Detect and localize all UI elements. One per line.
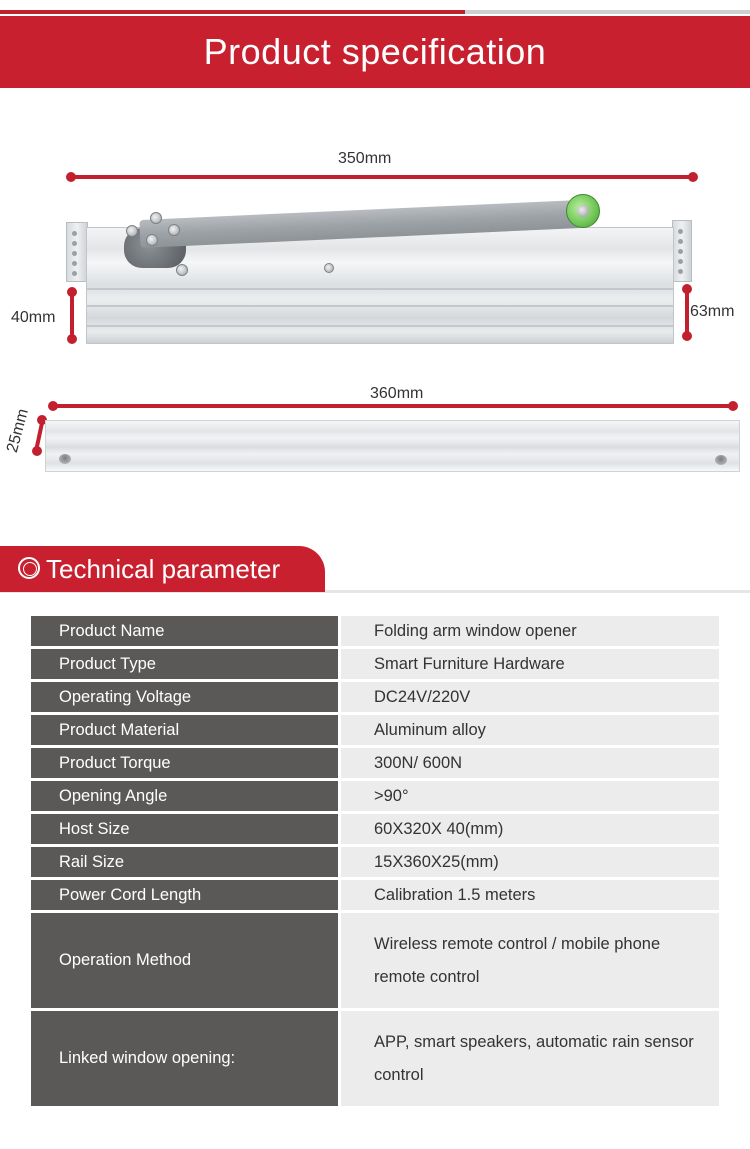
table-row <box>31 682 719 712</box>
table-row <box>31 880 719 910</box>
param-value: Aluminum alloy <box>341 715 719 745</box>
top-gray-line <box>465 10 750 14</box>
table-row <box>31 715 719 745</box>
body-groove <box>86 325 674 327</box>
table-row <box>31 748 719 778</box>
dimension-dot <box>66 172 76 182</box>
dimension-line-opener-length <box>70 175 695 179</box>
param-value: Wireless remote control / mobile phone remote control <box>341 913 719 1008</box>
table-row <box>31 616 719 646</box>
table-row <box>31 649 719 679</box>
param-value: 15X360X25(mm) <box>341 847 719 877</box>
dimension-line-rail-length <box>52 404 734 408</box>
param-value: APP, smart speakers, automatic rain sensor control <box>341 1011 719 1106</box>
header-banner <box>0 16 750 88</box>
param-label: Operating Voltage <box>31 682 338 712</box>
param-value: Smart Furniture Hardware <box>341 649 719 679</box>
param-value: 300N/ 600N <box>341 748 719 778</box>
left-mounting-bracket <box>66 222 88 282</box>
dimension-line-height-right <box>685 287 689 337</box>
dimension-dot <box>682 331 692 341</box>
param-value: 60X320X 40(mm) <box>341 814 719 844</box>
screw <box>146 234 158 246</box>
dimension-height-right: 63mm <box>690 303 735 320</box>
param-label: Power Cord Length <box>31 880 338 910</box>
param-label: Product Material <box>31 715 338 745</box>
parameter-table <box>31 616 719 1109</box>
dimension-rail-length: 360mm <box>370 385 424 402</box>
body-groove <box>86 305 674 307</box>
param-label: Host Size <box>31 814 338 844</box>
screw <box>324 263 334 273</box>
table-row <box>31 814 719 844</box>
section-title: Technical parameter <box>46 554 281 584</box>
circle-icon <box>18 557 40 579</box>
param-label: Operation Method <box>31 913 338 1008</box>
knob-center <box>577 205 589 217</box>
param-label: Opening Angle <box>31 781 338 811</box>
screw <box>126 225 138 237</box>
table-row <box>31 781 719 811</box>
dimension-height-left: 40mm <box>11 309 56 326</box>
rail-mount-hole <box>715 455 727 465</box>
param-label: Linked window opening: <box>31 1011 338 1106</box>
dimension-line-height-left <box>70 290 74 340</box>
param-label: Product Name <box>31 616 338 646</box>
screw <box>176 264 188 276</box>
table-row <box>31 913 719 1008</box>
table-row <box>31 847 719 877</box>
screw <box>150 212 162 224</box>
table-row <box>31 1011 719 1106</box>
guide-rail <box>45 420 740 472</box>
dimension-dot <box>688 172 698 182</box>
param-label: Product Type <box>31 649 338 679</box>
param-value: >90° <box>341 781 719 811</box>
param-label: Product Torque <box>31 748 338 778</box>
page-title: Product specification <box>203 31 547 72</box>
rail-mount-hole <box>59 454 71 464</box>
screw <box>168 224 180 236</box>
dimension-dot <box>67 334 77 344</box>
dimension-rail-height: 25mm <box>4 407 32 455</box>
dimension-dot <box>67 287 77 297</box>
param-label: Rail Size <box>31 847 338 877</box>
dimension-dot <box>682 284 692 294</box>
dimension-dot <box>728 401 738 411</box>
param-value: Folding arm window opener <box>341 616 719 646</box>
top-accent-line <box>0 10 465 14</box>
dimension-opener-length: 350mm <box>338 150 392 167</box>
dimension-dot <box>32 446 42 456</box>
param-value: DC24V/220V <box>341 682 719 712</box>
body-groove <box>86 288 674 290</box>
dimension-dot <box>48 401 58 411</box>
param-value: Calibration 1.5 meters <box>341 880 719 910</box>
right-mounting-bracket <box>672 220 692 282</box>
